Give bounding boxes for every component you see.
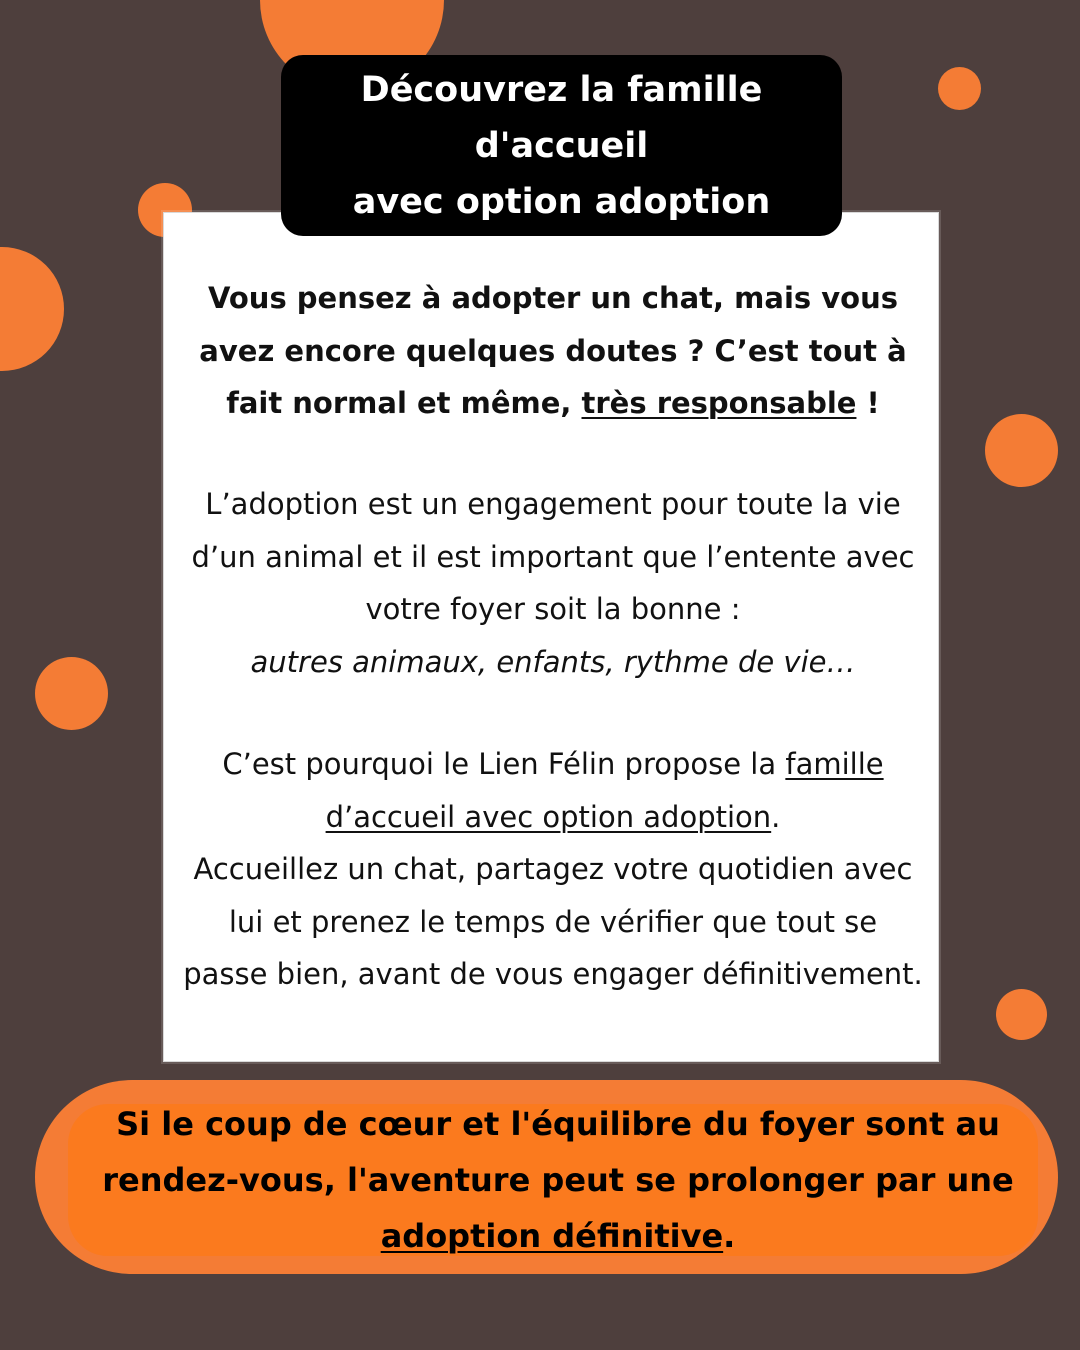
- decorative-circle: [938, 67, 981, 110]
- foster-paragraph: [183, 738, 923, 1001]
- decorative-circle: [996, 989, 1047, 1040]
- title-line-2: avec option adoption: [352, 181, 771, 222]
- intro-text: Vous pensez à adopter un chat, mais vous avez encore quelques doutes ? C’est tout à fait normal et même,: [199, 281, 907, 420]
- header-box: [281, 55, 842, 236]
- banner-end: .: [723, 1217, 736, 1255]
- commitment-text: L’adoption est un engagement pour toute la vie d’un animal et il est important que l’entente avec votre foyer soit la bonne :: [191, 487, 915, 626]
- page-title: [297, 62, 827, 230]
- intro-paragraph: [183, 272, 923, 430]
- decorative-circle: [0, 247, 64, 371]
- banner-text-main: Si le coup de cœur et l'équilibre du foyer sont au rendez-vous, l'aventure peut se prolonger par une: [102, 1105, 1014, 1199]
- banner-text: [68, 1096, 1048, 1264]
- commitment-examples: autres animaux, enfants, rythme de vie…: [250, 644, 856, 679]
- foster-text: C’est pourquoi le Lien Félin propose la: [222, 747, 786, 781]
- intro-emphasis: très responsable: [581, 386, 857, 420]
- commitment-paragraph: [183, 478, 923, 688]
- decorative-circle: [35, 657, 108, 730]
- foster-period: .: [771, 799, 781, 834]
- decorative-circle: [985, 414, 1058, 487]
- banner-emphasis: adoption définitive: [380, 1217, 724, 1255]
- title-line-1: Découvrez la famille d'accueil: [360, 69, 763, 166]
- foster-description: Accueillez un chat, partagez votre quotidien avec lui et prenez le temps de vérifier que tout se passe bien, avant de vous engager définitivement.: [183, 852, 923, 991]
- foster-program-link: famille d’accueil avec option adoption: [325, 747, 884, 834]
- intro-end: !: [856, 386, 880, 420]
